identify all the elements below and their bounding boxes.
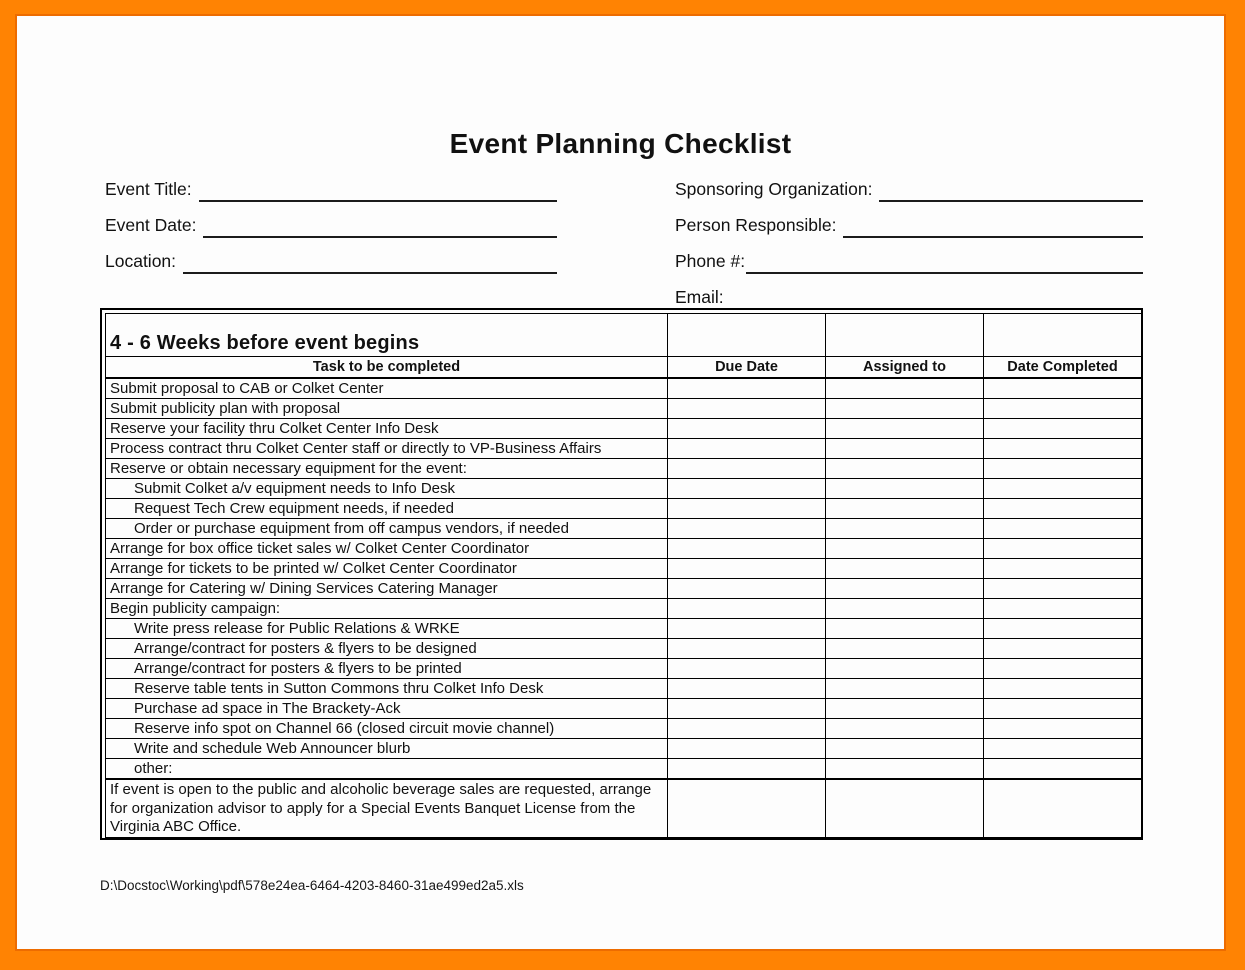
date-completed-cell [984, 599, 1142, 619]
section-title: 4 - 6 Weeks before event begins [106, 314, 668, 357]
due-date-cell [668, 579, 826, 599]
due-date-cell [668, 599, 826, 619]
event-title-label: Event Title: [105, 179, 192, 199]
location-blank-line [183, 251, 557, 274]
task-cell: Reserve or obtain necessary equipment for the event: [106, 459, 668, 479]
task-cell: Submit proposal to CAB or Colket Center [106, 378, 668, 399]
table-row [106, 439, 1142, 459]
task-cell: Request Tech Crew equipment needs, if needed [106, 499, 668, 519]
task-cell: Process contract thru Colket Center staff or directly to VP-Business Affairs [106, 439, 668, 459]
due-date-cell [668, 759, 826, 780]
assigned-to-cell [826, 439, 984, 459]
event-fields-left [105, 179, 557, 287]
date-completed-cell [984, 579, 1142, 599]
table-row [106, 459, 1142, 479]
due-date-cell [668, 619, 826, 639]
email-label: Email: [675, 287, 724, 307]
task-cell: Arrange for box office ticket sales w/ Colket Center Coordinator [106, 539, 668, 559]
date-completed-cell [984, 559, 1142, 579]
table-row [106, 639, 1142, 659]
assigned-to-cell [826, 419, 984, 439]
assigned-to-cell [826, 519, 984, 539]
table-row [106, 499, 1142, 519]
due-date-cell [668, 559, 826, 579]
person-responsible-label: Person Responsible: [675, 215, 837, 235]
file-path: D:\Docstoc\Working\pdf\578e24ea-6464-4203-8460-31ae499ed2a5.xls [100, 878, 524, 893]
assigned-to-cell [826, 378, 984, 399]
table-row [106, 539, 1142, 559]
table-row [106, 378, 1142, 399]
field-event-date [105, 215, 557, 251]
phone-number-label: Phone #: [675, 251, 746, 271]
assigned-to-cell [826, 619, 984, 639]
field-sponsoring-organization [675, 179, 1143, 215]
due-date-cell [668, 639, 826, 659]
table-row [106, 759, 1142, 780]
col-header-task: Task to be completed [106, 357, 668, 379]
date-completed-cell [984, 779, 1142, 838]
task-cell: Submit Colket a/v equipment needs to Info Desk [106, 479, 668, 499]
col-header-assigned-to: Assigned to [826, 357, 984, 379]
section-header-row [106, 314, 1142, 357]
email-blank-line [731, 287, 1143, 310]
date-completed-cell [984, 499, 1142, 519]
col-header-date-completed: Date Completed [984, 357, 1142, 379]
assigned-to-cell [826, 699, 984, 719]
table-row [106, 399, 1142, 419]
sponsoring-organization-blank-line [879, 179, 1143, 202]
date-completed-cell [984, 699, 1142, 719]
date-completed-cell [984, 519, 1142, 539]
event-date-label: Event Date: [105, 215, 197, 235]
table-row [106, 599, 1142, 619]
date-completed-cell [984, 419, 1142, 439]
assigned-to-cell [826, 759, 984, 780]
table-row [106, 719, 1142, 739]
column-header-row [106, 357, 1142, 379]
date-completed-cell [984, 759, 1142, 780]
event-date-blank-line [203, 215, 557, 238]
date-completed-cell [984, 439, 1142, 459]
col-header-due-date: Due Date [668, 357, 826, 379]
task-cell: If event is open to the public and alcoholic beverage sales are requested, arrange for organization advisor to apply for a Special Events Banquet License from the Virginia ABC Office. [106, 779, 668, 838]
date-completed-cell [984, 399, 1142, 419]
date-completed-cell [984, 639, 1142, 659]
date-completed-cell [984, 719, 1142, 739]
empty-header-cell-date-completed [984, 314, 1142, 357]
checklist-table [100, 308, 1143, 840]
location-label: Location: [105, 251, 177, 271]
assigned-to-cell [826, 459, 984, 479]
due-date-cell [668, 399, 826, 419]
due-date-cell [668, 419, 826, 439]
date-completed-cell [984, 459, 1142, 479]
date-completed-cell [984, 479, 1142, 499]
assigned-to-cell [826, 679, 984, 699]
task-cell: Write and schedule Web Announcer blurb [106, 739, 668, 759]
task-cell: other: [106, 759, 668, 780]
assigned-to-cell [826, 479, 984, 499]
empty-header-cell-due-date [668, 314, 826, 357]
date-completed-cell [984, 739, 1142, 759]
person-responsible-blank-line [843, 215, 1143, 238]
due-date-cell [668, 479, 826, 499]
due-date-cell [668, 659, 826, 679]
due-date-cell [668, 679, 826, 699]
due-date-cell [668, 519, 826, 539]
table-row [106, 579, 1142, 599]
assigned-to-cell [826, 739, 984, 759]
assigned-to-cell [826, 399, 984, 419]
event-title-blank-line [199, 179, 557, 202]
task-cell: Arrange for Catering w/ Dining Services Catering Manager [106, 579, 668, 599]
document-page [15, 14, 1226, 951]
empty-header-cell-assigned-to [826, 314, 984, 357]
assigned-to-cell [826, 639, 984, 659]
table-row [106, 479, 1142, 499]
task-cell: Purchase ad space in The Brackety-Ack [106, 699, 668, 719]
phone-number-blank-line [746, 251, 1143, 274]
task-cell: Order or purchase equipment from off campus vendors, if needed [106, 519, 668, 539]
assigned-to-cell [826, 659, 984, 679]
due-date-cell [668, 539, 826, 559]
page-title: Event Planning Checklist [449, 128, 792, 159]
assigned-to-cell [826, 719, 984, 739]
due-date-cell [668, 699, 826, 719]
table-row [106, 619, 1142, 639]
table-row [106, 699, 1142, 719]
due-date-cell [668, 499, 826, 519]
task-cell: Reserve your facility thru Colket Center Info Desk [106, 419, 668, 439]
task-cell: Reserve info spot on Channel 66 (closed circuit movie channel) [106, 719, 668, 739]
due-date-cell [668, 439, 826, 459]
due-date-cell [668, 779, 826, 838]
table-row [106, 679, 1142, 699]
task-cell: Begin publicity campaign: [106, 599, 668, 619]
task-cell: Write press release for Public Relations & WRKE [106, 619, 668, 639]
date-completed-cell [984, 378, 1142, 399]
due-date-cell [668, 459, 826, 479]
sponsoring-organization-label: Sponsoring Organization: [675, 179, 873, 199]
date-completed-cell [984, 659, 1142, 679]
field-location [105, 251, 557, 287]
assigned-to-cell [826, 779, 984, 838]
table-row [106, 739, 1142, 759]
table-row [106, 519, 1142, 539]
date-completed-cell [984, 539, 1142, 559]
due-date-cell [668, 719, 826, 739]
event-fields-right [675, 179, 1143, 323]
field-event-title [105, 179, 557, 215]
assigned-to-cell [826, 599, 984, 619]
due-date-cell [668, 739, 826, 759]
task-cell: Arrange for tickets to be printed w/ Colket Center Coordinator [106, 559, 668, 579]
task-cell: Arrange/contract for posters & flyers to be printed [106, 659, 668, 679]
task-cell: Submit publicity plan with proposal [106, 399, 668, 419]
field-person-responsible [675, 215, 1143, 251]
assigned-to-cell [826, 539, 984, 559]
table-row [106, 779, 1142, 838]
task-cell: Arrange/contract for posters & flyers to be designed [106, 639, 668, 659]
date-completed-cell [984, 679, 1142, 699]
table-row [106, 419, 1142, 439]
table-row [106, 559, 1142, 579]
task-cell: Reserve table tents in Sutton Commons thru Colket Info Desk [106, 679, 668, 699]
due-date-cell [668, 378, 826, 399]
assigned-to-cell [826, 559, 984, 579]
date-completed-cell [984, 619, 1142, 639]
table-row [106, 659, 1142, 679]
assigned-to-cell [826, 579, 984, 599]
assigned-to-cell [826, 499, 984, 519]
field-phone-number [675, 251, 1143, 287]
